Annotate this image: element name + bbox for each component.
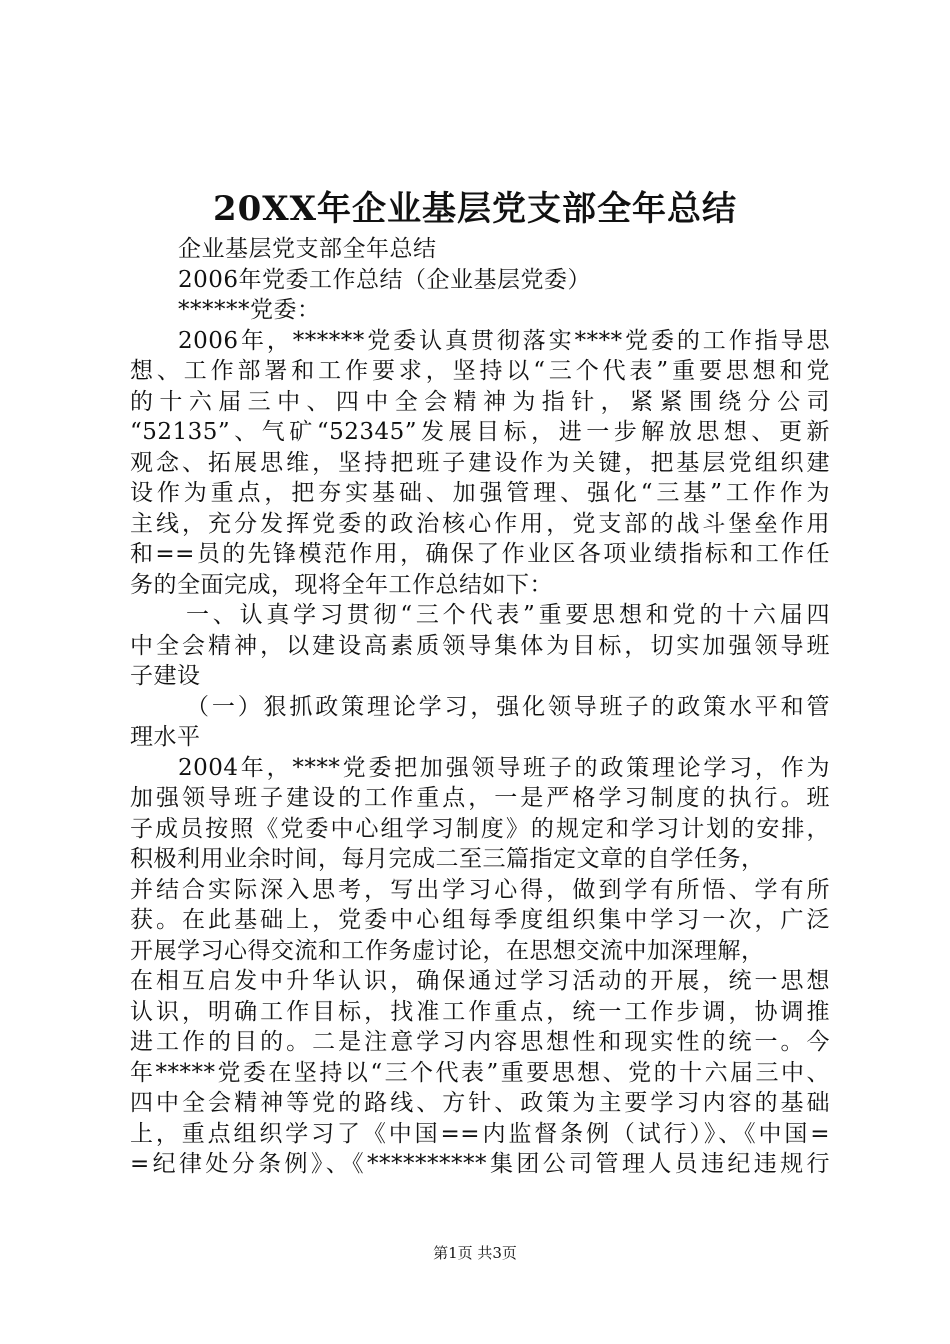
section-heading-line: 中全会精神，以建设高素质领导集体为目标，切实加强领导班 — [130, 632, 830, 659]
body-line: 设作为重点，把夯实基础、加强管理、强化“三基”工作作为 — [130, 480, 830, 506]
body-line: 子成员按照《党委中心组学习制度》的规定和学习计划的安排， — [130, 815, 830, 842]
body-line: 务的全面完成，现将全年工作总结如下： — [130, 571, 553, 598]
body-line: 加强领导班子建设的工作重点，一是严格学习制度的执行。班 — [130, 785, 830, 811]
body-line: 认识，明确工作目标，找准工作重点，统一工作步调，协调推 — [130, 998, 830, 1025]
body-line: 企业基层党支部全年总结 — [178, 236, 437, 262]
body-line: 积极利用业余时间，每月完成二至三篇指定文章的自学任务， — [130, 846, 765, 872]
section-heading-line: 子建设 — [130, 663, 201, 689]
body-line: 并结合实际深入思考，写出学习心得，做到学有所悟、学有所 — [130, 876, 830, 903]
body-line: 的十六届三中、四中全会精神为指针，紧紧围绕分公司 — [130, 388, 830, 415]
body-line: 获。在此基础上，党委中心组每季度组织集中学习一次，广泛 — [130, 907, 830, 933]
body-line: =纪律处分条例》、《**********集团公司管理人员违纪违规行 — [130, 1151, 830, 1177]
body-line: “52135”、气矿“52345”发展目标，进一步解放思想、更新 — [130, 419, 830, 445]
body-line: 2006年党委工作总结（企业基层党委） — [178, 266, 592, 293]
subsection-heading-line: 理水平 — [130, 724, 201, 750]
subsection-heading-line: （一）狠抓政策理论学习，强化领导班子的政策水平和管 — [186, 693, 830, 720]
body-line: 观念、拓展思维，坚持把班子建设作为关键，把基层党组织建 — [130, 449, 830, 476]
body-line: 2006年，******党委认真贯彻落实****党委的工作指导思 — [178, 327, 830, 354]
body-line: 在相互启发中升华认识，确保通过学习活动的开展，统一思想 — [130, 968, 830, 994]
body-line: ******党委： — [178, 297, 321, 323]
document-title: 20XX年企业基层党支部全年总结 — [212, 189, 738, 229]
body-line: 2004年，****党委把加强领导班子的政策理论学习，作为 — [178, 754, 830, 781]
body-line: 年*****党委在坚持以“三个代表”重要思想、党的十六届三中、 — [130, 1059, 830, 1086]
page-footer: 第1页 共3页 — [433, 1244, 517, 1262]
body-line: 和==员的先锋模范作用，确保了作业区各项业绩指标和工作任 — [130, 541, 830, 567]
body-line: 想、工作部署和工作要求，坚持以“三个代表”重要思想和党 — [130, 358, 830, 384]
body-line: 开展学习心得交流和工作务虚讨论，在思想交流中加深理解， — [130, 937, 765, 964]
section-heading-line: 一、认真学习贯彻“三个代表”重要思想和党的十六届四 — [186, 602, 830, 628]
body-line: 主线，充分发挥党委的政治核心作用，党支部的战斗堡垒作用 — [130, 510, 830, 537]
body-line: 上，重点组织学习了《中国==内监督条例（试行）》、《中国= — [130, 1120, 830, 1147]
body-line: 四中全会精神等党的路线、方针、政策为主要学习内容的基础 — [130, 1090, 830, 1116]
body-line: 进工作的目的。二是注意学习内容思想性和现实性的统一。今 — [130, 1029, 830, 1055]
document-body — [130, 234, 830, 1180]
